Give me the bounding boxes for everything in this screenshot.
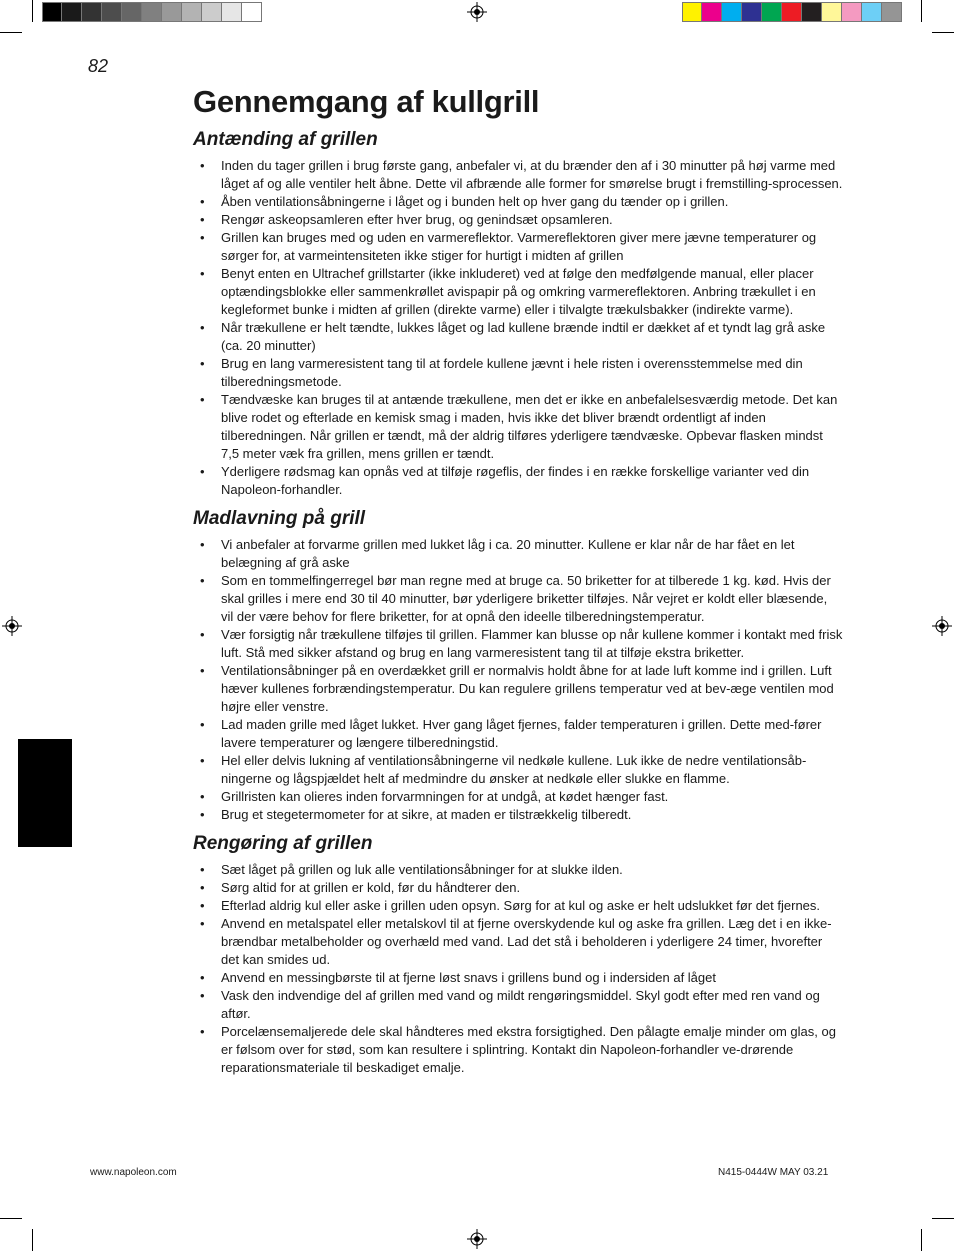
list-item: • Vi anbefaler at forvarme grillen med lukket låg i ca. 20 minutter. Kullene er klar når de har fået en let belægning af grå aske	[193, 536, 843, 572]
color-swatch	[862, 2, 882, 22]
color-swatch	[222, 2, 242, 22]
list-item: • Lad maden grille med låget lukket. Hver gang låget fjernes, falder temperaturen i grillen. Dette med-fører lavere temperaturer og længere tilberedningstid.	[193, 716, 843, 752]
list-item: • Anvend en messingbørste til at fjerne løst snavs i grillens bund og i indersiden af låget	[193, 969, 843, 987]
color-swatch	[682, 2, 702, 22]
crop-mark	[0, 32, 22, 33]
color-swatch	[842, 2, 862, 22]
section-lighting	[193, 127, 843, 499]
list-item: • Sørg altid for at grillen er kold, før du håndterer den.	[193, 879, 843, 897]
registration-mark-icon	[2, 616, 22, 636]
bullet-list	[193, 157, 843, 499]
section-heading: Madlavning på grill	[193, 508, 366, 529]
list-item: • Hel eller delvis lukning af ventilationsåbningerne vil nedkøle kullene. Luk ikke de nedre ventilationsåb-ningerne og lågspjældet helt af medmindre du ønsker at nedkøle eller slukke en flamme.	[193, 752, 843, 788]
color-swatch	[802, 2, 822, 22]
list-item: • Vær forsigtig når trækullene tilføjes til grillen. Flammer kan blusse op når kullene kommer i kontakt med frisk luft. Stå med sikker afstand og brug en lang varmeresistent tang til at tilføje ekstra briketter.	[193, 626, 843, 662]
color-swatch	[162, 2, 182, 22]
color-swatch	[882, 2, 902, 22]
list-item: • Ventilationsåbninger på en overdækket grill er normalvis holdt åbne for at lade luft komme ind i grillen. Luft hæver kullenes forbrændingstemperatur. Du kan regulere grillens temperatur ved at bev-æge ventilen mod højre eller venstre.	[193, 662, 843, 716]
section-heading: Rengøring af grillen	[193, 833, 373, 854]
color-swatch	[182, 2, 202, 22]
crop-mark	[921, 0, 922, 22]
registration-mark-icon	[932, 616, 952, 636]
bullet-list	[193, 536, 843, 824]
color-swatch	[102, 2, 122, 22]
color-swatch	[742, 2, 762, 22]
page-number: 82	[88, 56, 109, 76]
list-item: • Yderligere rødsmag kan opnås ved at tilføje røgeflis, der findes i en række forskellige varianter ved din Napoleon-forhandler.	[193, 463, 843, 499]
list-item: • Benyt enten en Ultrachef grillstarter (ikke inkluderet) ved at følge den medfølgende manual, eller placer optændingsblokke eller sammenkrøllet avispapir på og omkring varmereflektoren. Anbring trækullet i en kegleformet bunke i midten af grillen (direkte varme) eller i tilvalgte trækulsbakker (indirekte varme).	[193, 265, 843, 319]
section-cleaning	[193, 831, 843, 1077]
color-swatch	[142, 2, 162, 22]
list-item: • Brug en lang varmeresistent tang til at fordele kullene jævnt i hele risten i overensstemmelse med din tilberedningsmetode.	[193, 355, 843, 391]
crop-mark	[32, 1229, 33, 1251]
color-swatch	[722, 2, 742, 22]
list-item: • Tændvæske kan bruges til at antænde trækullene, men det er ikke en anbefalelsesværdig metode. Det kan blive rodet og efterlade en kemisk smag i maden, hvis ikke det bliver brændt ordentligt af inden tilberedningen. Når grillen er tændt, må der aldrig tilføres yderligere tændvæske. Opbevar flasken mindst 7,5 meter væk fra grillen, mens grillen er tændt.	[193, 391, 843, 463]
list-item: • Når trækullene er helt tændte, lukkes låget og lad kullene brænde indtil er dækket af et tyndt lag grå aske (ca. 20 minutter)	[193, 319, 843, 355]
color-swatch	[702, 2, 722, 22]
section-heading: Antænding af grillen	[193, 129, 378, 150]
list-item: • Porcelænsemaljerede dele skal håndteres med ekstra forsigtighed. Den pålagte emalje minder om glas, og er følsom over for stød, som kan resultere i splintring. Kontakt din Napoleon-forhandler ve-drørende reparationsmateriale til beskadiget emalje.	[193, 1023, 843, 1077]
page-title: Gennemgang af kullgrill	[193, 84, 540, 119]
list-item: • Sæt låget på grillen og luk alle ventilationsåbninger for at slukke ilden.	[193, 861, 843, 879]
list-item: • Grillen kan bruges med og uden en varmereflektor. Varmereflektoren giver mere jævne temperaturer og sørger for, at varmeintensiteten ikke stiger for hurtigt i midten af grillen	[193, 229, 843, 265]
color-swatch	[242, 2, 262, 22]
crop-mark	[932, 1218, 954, 1219]
language-side-tab	[18, 739, 72, 847]
color-swatch	[82, 2, 102, 22]
list-item: • Anvend en metalspatel eller metalskovl til at fjerne overskydende kul og aske fra grillen. Læg det i en ikke-brændbar metalbeholder og overhæld med vand. Lad det stå i beholderen i yderligere 24 timer, hvorefter det kan smides ud.	[193, 915, 843, 969]
color-swatch	[42, 2, 62, 22]
list-item: • Grillristen kan olieres inden forvarmningen for at undgå, at kødet hænger fast.	[193, 788, 843, 806]
list-item: • Efterlad aldrig kul eller aske i grillen uden opsyn. Sørg for at kul og aske er helt udslukket før det fjernes.	[193, 897, 843, 915]
crop-mark	[32, 0, 33, 22]
crop-mark	[921, 1229, 922, 1251]
list-item: • Som en tommelfingerregel bør man regne med at bruge ca. 50 briketter for at tilberede 1 kg. kød. Hvis der skal grilles i mere end 30 til 40 minutter, bør yderligere briketter tilføjes. Når vejret er koldt eller blæsende, vil der være behov for flere briketter, for at opnå den ideelle tilberedningstemperatur.	[193, 572, 843, 626]
footer-website: www.napoleon.com	[90, 1167, 177, 1178]
color-calibration-bar	[682, 2, 902, 22]
crop-mark	[0, 1218, 22, 1219]
color-swatch	[762, 2, 782, 22]
registration-mark-icon	[467, 1229, 487, 1249]
list-item: • Vask den indvendige del af grillen med vand og mildt rengøringsmiddel. Skyl godt efter med ren vand og aftør.	[193, 987, 843, 1023]
list-item: • Inden du tager grillen i brug første gang, anbefaler vi, at du brænder den af i 30 minutter på høj varme med låget af og alle ventiler helt åbne. Dette vil afbrænde alle former for smørelse brugt i fremstilling-sprocessen.	[193, 157, 843, 193]
list-item: • Åben ventilationsåbningerne i låget og i bunden helt op hver gang du tænder op i grillen.	[193, 193, 843, 211]
registration-mark-icon	[467, 2, 487, 22]
crop-mark	[932, 32, 954, 33]
color-swatch	[782, 2, 802, 22]
main-content	[193, 127, 843, 1084]
color-swatch	[62, 2, 82, 22]
color-swatch	[202, 2, 222, 22]
list-item: • Brug et stegetermometer for at sikre, at maden er tilstrækkelig tilberedt.	[193, 806, 843, 824]
footer-doc-code: N415-0444W MAY 03.21	[718, 1167, 829, 1178]
color-swatch	[122, 2, 142, 22]
list-item: • Rengør askeopsamleren efter hver brug, og genindsæt opsamleren.	[193, 211, 843, 229]
grayscale-calibration-bar	[42, 2, 262, 22]
section-cooking	[193, 506, 843, 824]
color-swatch	[822, 2, 842, 22]
bullet-list	[193, 861, 843, 1077]
